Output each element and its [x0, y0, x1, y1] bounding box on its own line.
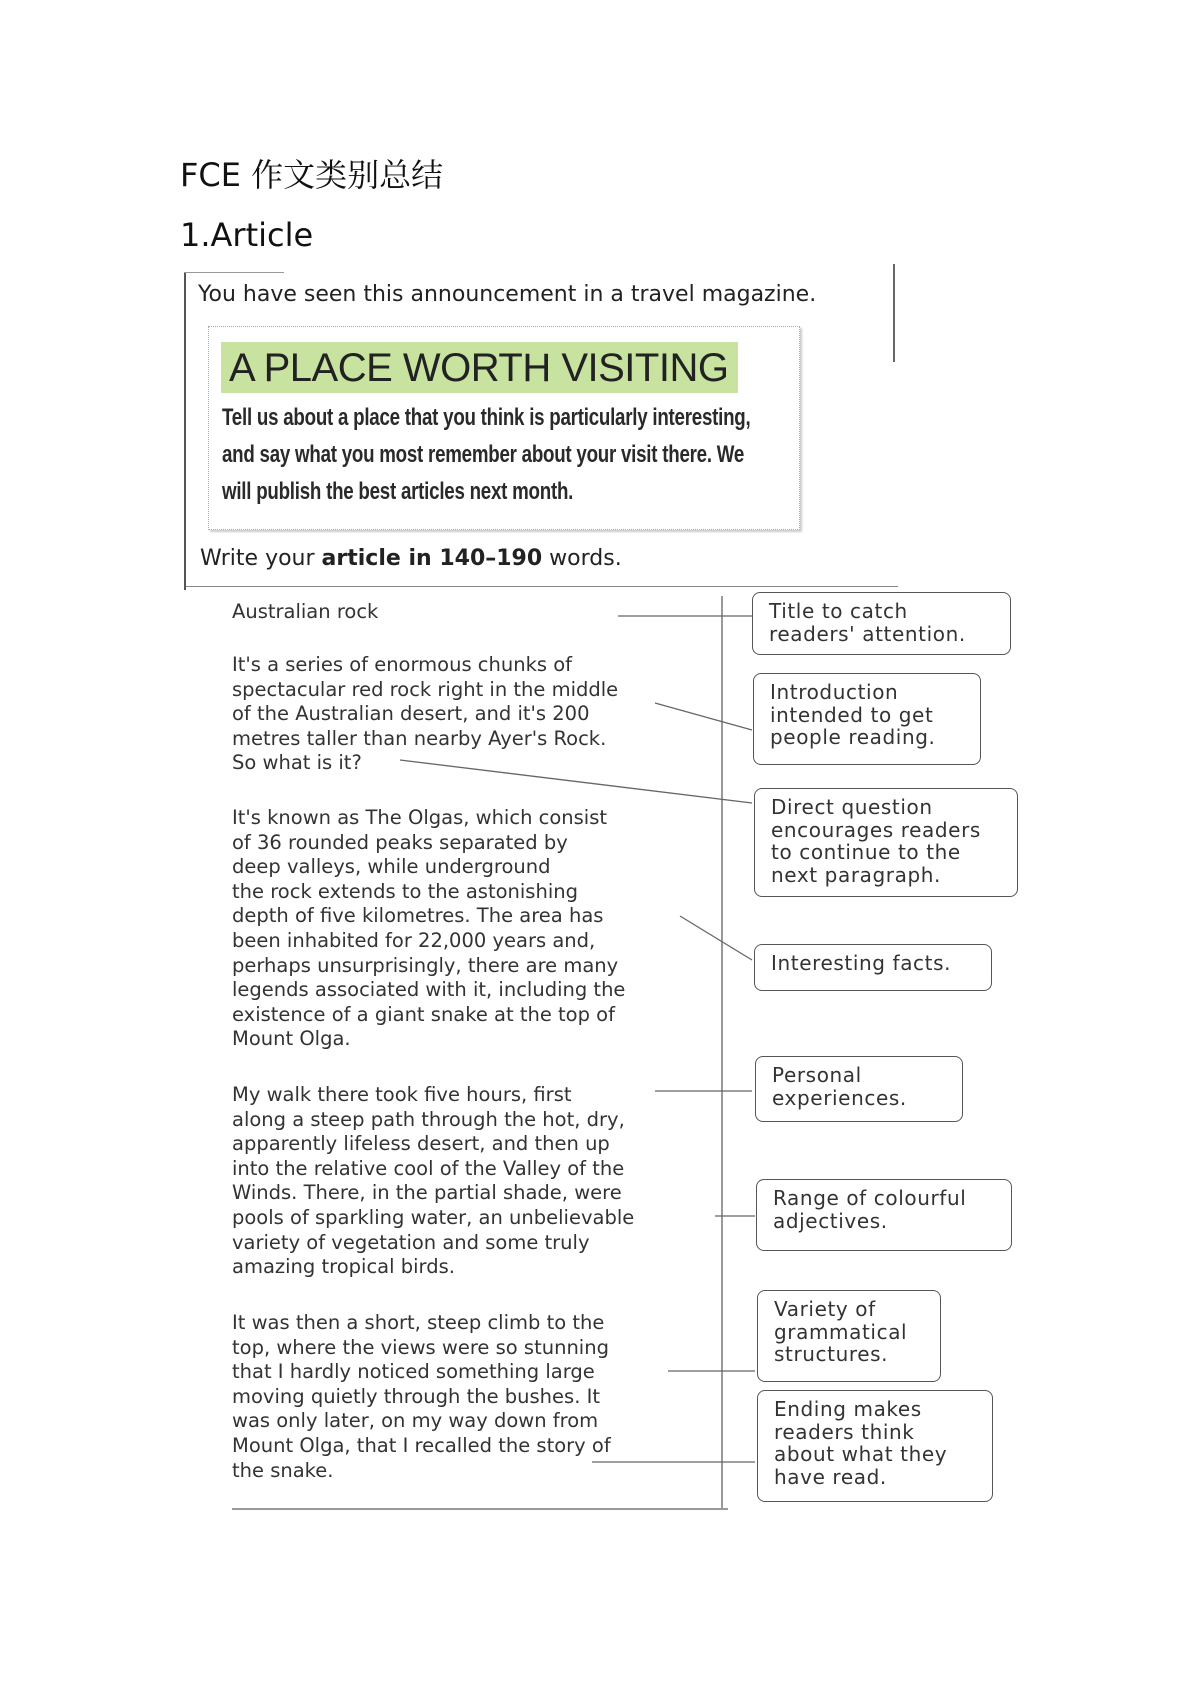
- annotation-box-interesting-facts: [754, 944, 992, 991]
- article-line: into the relative cool of the Valley of the: [232, 1156, 625, 1180]
- annotation-line: next paragraph.: [771, 862, 941, 887]
- article-line: So what is it?: [232, 751, 362, 775]
- article-title: Australian rock: [232, 600, 379, 623]
- annotation-box-colourful-adjectives: [756, 1179, 1012, 1251]
- article-line: of the Australian desert, and it's 200: [232, 702, 590, 726]
- instruction-text: Write your: [200, 546, 322, 571]
- annotation-line: about what they: [774, 1442, 948, 1466]
- annotation-line: people reading.: [770, 725, 936, 749]
- connector-line: [400, 760, 752, 803]
- annotation-box-title: [752, 592, 1011, 655]
- article-line: metres taller than nearby Ayer's Rock.: [232, 726, 607, 750]
- annotation-line: Introduction: [770, 680, 899, 704]
- annotation-line: to continue to the: [771, 840, 961, 864]
- article-line: My walk there took five hours, first: [232, 1083, 572, 1106]
- annotation-line: encourages readers: [771, 817, 981, 842]
- article-line: pools of sparkling water, an unbelievable: [232, 1205, 635, 1229]
- article-line: was only later, on my way down from: [232, 1409, 599, 1433]
- annotation-box-introduction: [753, 673, 981, 765]
- article-line: perhaps unsurprisingly, there are many: [232, 953, 619, 977]
- section-heading: 1.Article: [180, 216, 314, 254]
- annotation-line: intended to get: [770, 702, 934, 727]
- annotation-line: Range of colourful: [773, 1186, 967, 1210]
- article-line: that I hardly noticed something large: [232, 1360, 595, 1384]
- article-line: apparently lifeless desert, and then up: [232, 1132, 610, 1156]
- announcement-title: A PLACE WORTH VISITING: [221, 342, 738, 393]
- annotation-line: readers' attention.: [769, 621, 966, 646]
- annotation-line: Title to catch: [769, 599, 908, 623]
- article-line: of 36 rounded peaks separated by: [232, 830, 568, 854]
- annotation-line: Direct question: [771, 795, 933, 819]
- article-line: been inhabited for 22,000 years and,: [232, 928, 596, 952]
- instruction-text-end: words.: [542, 546, 622, 571]
- article-line: moving quietly through the bushes. It: [232, 1384, 600, 1408]
- article-line: the snake.: [232, 1458, 334, 1482]
- annotation-box-personal-experiences: [755, 1056, 963, 1122]
- article-line: deep valleys, while underground: [232, 855, 551, 879]
- article-line: Winds. There, in the partial shade, were: [232, 1181, 622, 1205]
- announcement-line: Tell us about a place that you think is particularly interesting,: [222, 404, 751, 431]
- annotation-box-grammatical-structures: [757, 1290, 941, 1382]
- annotation-box-direct-question: [754, 788, 1018, 897]
- annotation-line: Ending makes: [774, 1397, 922, 1421]
- annotation-line: have read.: [774, 1464, 887, 1489]
- article-line: along a steep path through the hot, dry,: [232, 1107, 625, 1131]
- annotation-line: readers think: [774, 1419, 915, 1444]
- annotation-line: structures.: [774, 1342, 889, 1366]
- annotation-line: Variety of: [774, 1297, 876, 1321]
- announcement-line: and say what you most remember about your visit there. We: [222, 441, 745, 468]
- article-line: amazing tropical birds.: [232, 1255, 455, 1279]
- article-line: Mount Olga.: [232, 1027, 351, 1051]
- annotation-box-ending: [757, 1390, 993, 1502]
- document-title: FCE 作文类别总结: [180, 156, 444, 194]
- connector-line: [655, 703, 752, 730]
- article-line: top, where the views were so stunning: [232, 1335, 609, 1359]
- article-line: It was then a short, steep climb to the: [232, 1311, 605, 1334]
- annotation-line: experiences.: [772, 1085, 907, 1110]
- connector-line: [680, 916, 752, 960]
- article-line: depth of five kilometres. The area has: [232, 904, 604, 928]
- annotation-line: Interesting facts.: [771, 951, 952, 975]
- announcement-line: will publish the best articles next month.: [222, 478, 574, 505]
- annotation-line: adjectives.: [773, 1208, 888, 1233]
- article-line: existence of a giant snake at the top of: [232, 1002, 615, 1026]
- article-line: spectacular red rock right in the middle: [232, 677, 619, 701]
- article-line: variety of vegetation and some truly: [232, 1230, 590, 1254]
- annotation-line: Personal: [772, 1063, 862, 1087]
- article-line: Mount Olga, that I recalled the story of: [232, 1433, 611, 1457]
- instruction-bold-text: article in 140–190: [321, 546, 543, 571]
- task-intro: You have seen this announcement in a travel magazine.: [198, 282, 817, 307]
- article-line: It's a series of enormous chunks of: [232, 653, 573, 676]
- article-line: legends associated with it, including the: [232, 978, 626, 1002]
- article-line: the rock extends to the astonishing: [232, 879, 578, 903]
- article-line: It's known as The Olgas, which consist: [232, 806, 608, 829]
- annotation-line: grammatical: [774, 1319, 908, 1344]
